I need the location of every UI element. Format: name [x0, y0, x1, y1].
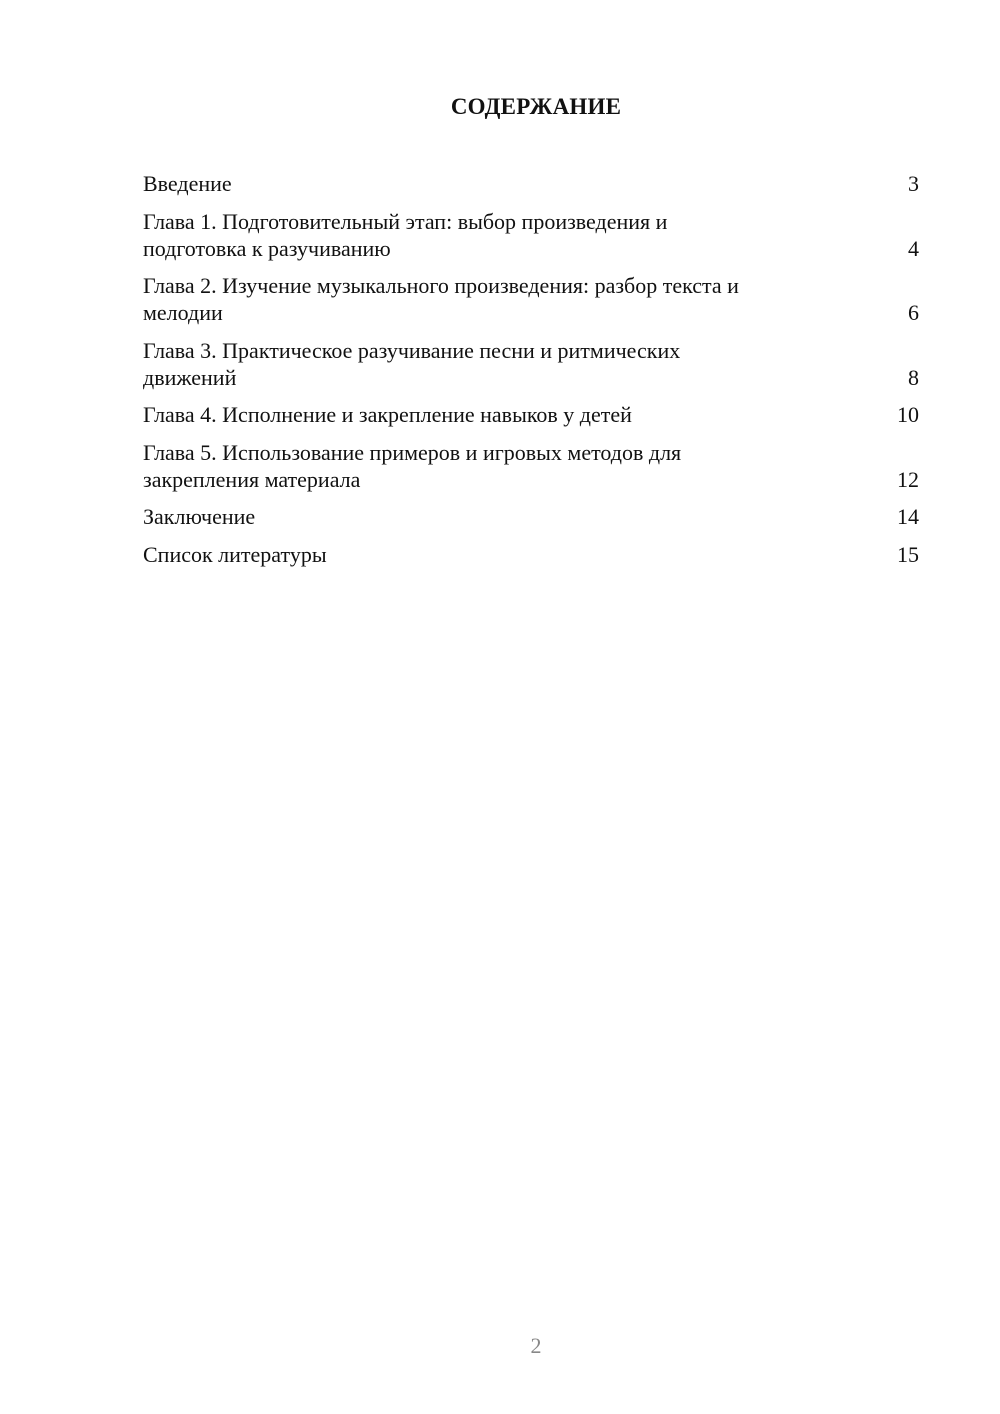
toc-entry-page: 14 [897, 504, 919, 529]
toc-entry-title: Заключение [143, 504, 256, 529]
toc-entry-title: Глава 2. Изучение музыкального произведения: разбор текста и мелодии [143, 273, 739, 325]
toc-entry-page: 3 [908, 171, 919, 196]
toc-entry-page: 12 [897, 466, 919, 492]
toc-entry-conclusion[interactable] [143, 503, 919, 530]
toc-entry-chapter-5[interactable] [143, 439, 919, 493]
toc-entry-title: Глава 1. Подготовительный этап: выбор произведения и подготовка к разучиванию [143, 208, 668, 261]
toc-entry-title: Список литературы [143, 541, 327, 567]
toc-entry-title: Глава 3. Практическое разучивание песни и ритмических движений [143, 337, 681, 390]
toc-entry-chapter-1[interactable] [143, 208, 919, 262]
toc-entry-page: 6 [908, 300, 919, 325]
page-title: СОДЕРЖАНИЕ [450, 94, 622, 119]
toc-entry-chapter-4[interactable] [143, 401, 919, 428]
toc-entry-introduction[interactable] [143, 170, 919, 197]
toc-entry-references[interactable] [143, 541, 919, 568]
table-of-contents [143, 170, 919, 578]
toc-entry-title: Глава 4. Исполнение и закрепление навыков у детей [143, 402, 632, 427]
toc-entry-title: Введение [143, 171, 232, 196]
page-number: 2 [530, 1333, 542, 1358]
toc-entry-title: Глава 5. Использование примеров и игровых методов для закрепления материала [143, 439, 682, 492]
toc-entry-page: 10 [897, 402, 919, 427]
toc-entry-chapter-2[interactable] [143, 272, 919, 326]
toc-entry-page: 15 [897, 541, 919, 567]
toc-entry-page: 4 [908, 235, 919, 261]
toc-entry-chapter-3[interactable] [143, 337, 919, 391]
toc-entry-page: 8 [908, 364, 919, 390]
